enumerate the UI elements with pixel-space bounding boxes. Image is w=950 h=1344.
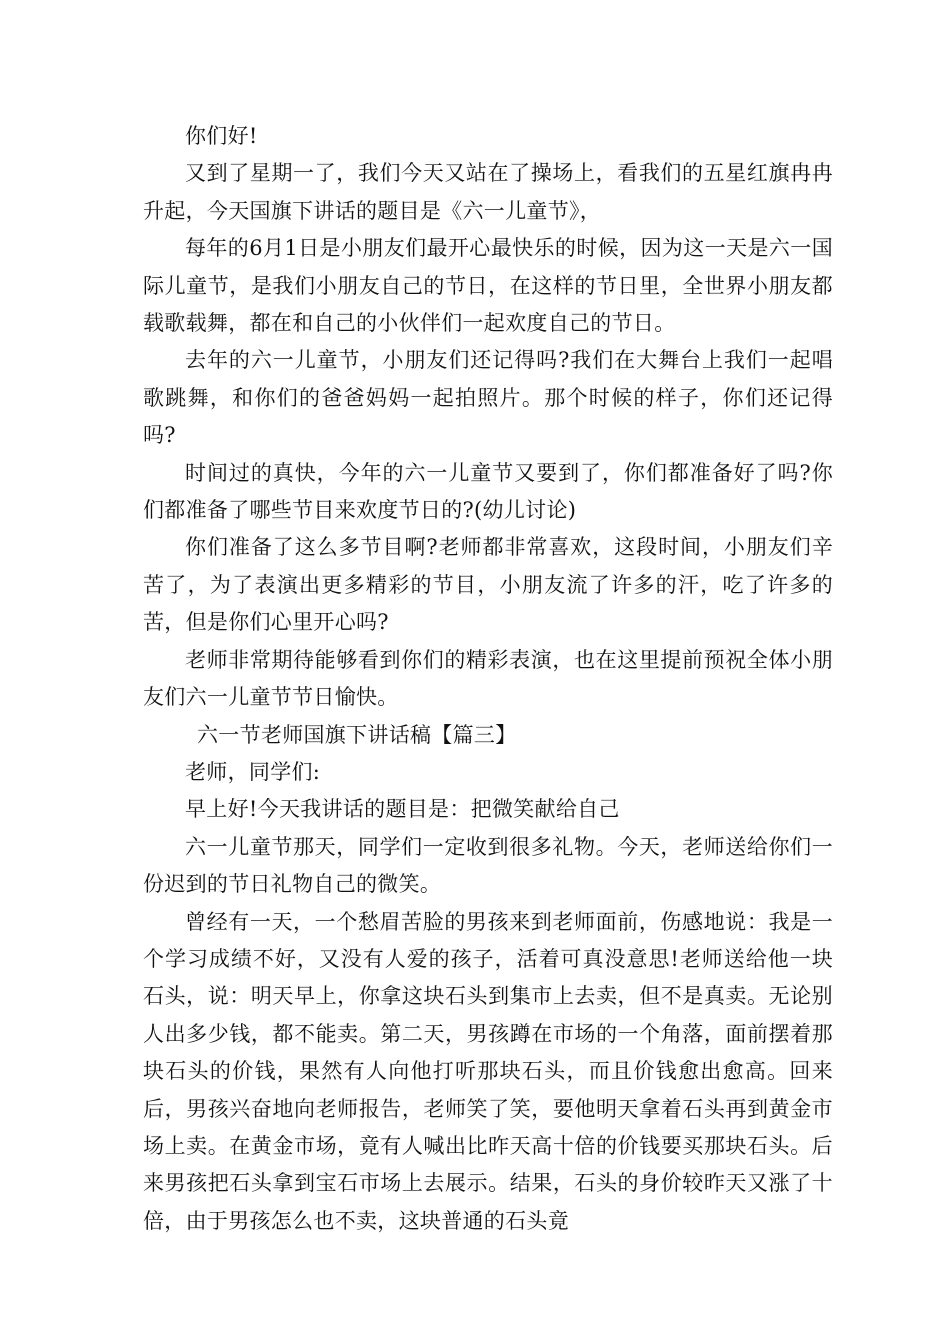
section-heading: 六一节老师国旗下讲话稿【篇三】 (197, 722, 517, 747)
paragraph-childrens-day: 每年的6月1日是小朋友们最开心最快乐的时候，因为这一天是六一国际儿童节，是我们小朋友自己的节日，在这样的节日里，全世界小朋友都载歌载舞，都在和自己的小伙伴们一起欢度自己的节日。 (143, 236, 833, 336)
paragraph-wishes: 老师非常期待能够看到你们的精彩表演，也在这里提前预祝全体小朋友们六一儿童节节日愉快。 (143, 647, 833, 710)
paragraph-gift: 六一儿童节那天，同学们一定收到很多礼物。今天，老师送给你们一份迟到的节日礼物自己的微笑。 (143, 834, 833, 897)
paragraph-salutation: 老师，同学们: (185, 759, 321, 784)
paragraph-topic: 早上好!今天我讲话的题目是：把微笑献给自己 (185, 797, 620, 822)
paragraph-greeting: 你们好! (185, 124, 258, 148)
paragraph-time-flies: 时间过的真快，今年的六一儿童节又要到了，你们都准备好了吗?你们都准备了哪些节目来欢度节日的?(幼儿讨论) (143, 460, 833, 523)
paragraph-stone-story: 曾经有一天，一个愁眉苦脸的男孩来到老师面前，伤感地说：我是一个学习成绩不好，又没有人爱的孩子，活着可真没意思!老师送给他一块石头，说：明天早上，你拿这块石头到集市上去卖，但不是真卖。无论别人出多少钱，都不能卖。第二天，男孩蹲在市场的一个角落，面前摆着那块石头的价钱，果然有人向他打听那块石头，而且价钱愈出愈高。回来后，男孩兴奋地向老师报告，老师笑了笑，要他明天拿着石头再到黄金市场上卖。在黄金市场，竟有人喊出比昨天高十倍的价钱要买那块石头。后来男孩把石头拿到宝石市场上去展示。结果，石头的身价较昨天又涨了十倍，由于男孩怎么也不卖，这块普通的石头竟 (143, 909, 833, 1233)
paragraph-preparation: 你们准备了这么多节目啊?老师都非常喜欢，这段时间，小朋友们辛苦了，为了表演出更多精彩的节目，小朋友流了许多的汗，吃了许多的苦，但是你们心里开心吗? (143, 535, 833, 635)
paragraph-last-year: 去年的六一儿童节，小朋友们还记得吗?我们在大舞台上我们一起唱歌跳舞，和你们的爸爸妈妈一起拍照片。那个时候的样子，你们还记得吗? (143, 348, 833, 448)
document-body (143, 118, 833, 1240)
paragraph-flag-raising: 又到了星期一了，我们今天又站在了操场上，看我们的五星红旗冉冉升起，今天国旗下讲话的题目是《六一儿童节》， (143, 161, 833, 223)
